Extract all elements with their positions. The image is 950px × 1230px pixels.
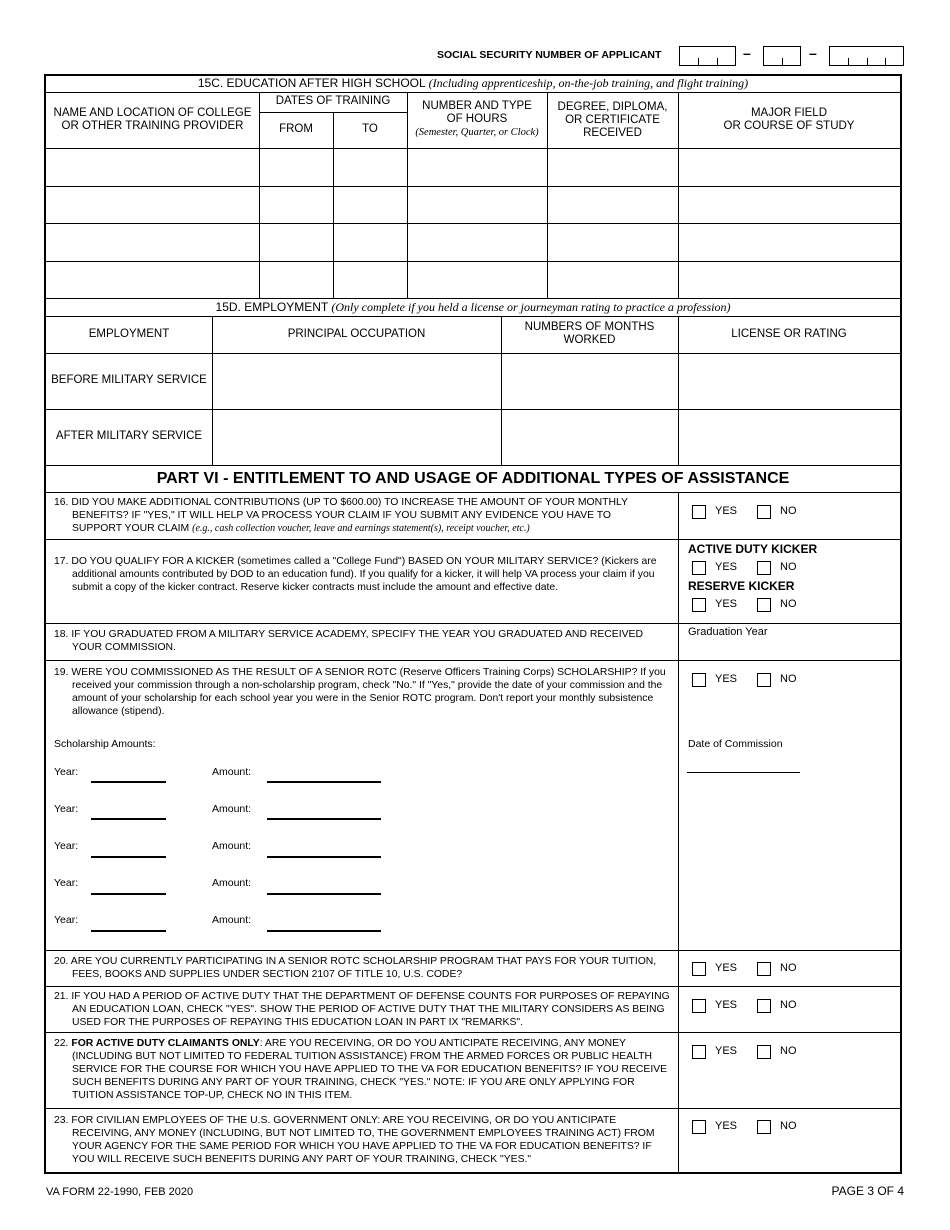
active-duty-kicker-label: ACTIVE DUTY KICKER	[688, 542, 818, 556]
q20-yes-label: YES	[715, 962, 738, 974]
q22-no-checkbox[interactable]	[757, 1045, 771, 1059]
q17-reserve-yes-label: YES	[715, 598, 738, 610]
q17-active-yes-checkbox[interactable]	[692, 561, 706, 575]
q19-yes-checkbox[interactable]	[692, 673, 706, 687]
scholarship-amount-label: Amount:	[212, 877, 252, 889]
q19-no-label: NO	[780, 673, 797, 685]
q21-no-label: NO	[780, 999, 797, 1011]
scholarship-amount-label: Amount:	[212, 766, 252, 778]
q17-active-no-label: NO	[780, 561, 797, 573]
col-employment: EMPLOYMENT	[88, 328, 170, 340]
ssn-dash-1: –	[743, 45, 751, 61]
q17-active-yes-label: YES	[715, 561, 738, 573]
q17-reserve-no-label: NO	[780, 598, 797, 610]
scholarship-year-field[interactable]	[91, 893, 166, 895]
after-military-fields[interactable]	[213, 410, 902, 465]
q19-yes-label: YES	[715, 673, 738, 685]
row-before-military: BEFORE MILITARY SERVICE	[51, 374, 207, 386]
q19-no-checkbox[interactable]	[757, 673, 771, 687]
scholarship-amount-field[interactable]	[267, 893, 381, 895]
scholarship-year-field[interactable]	[91, 781, 166, 783]
graduation-year-label: Graduation Year	[688, 626, 768, 638]
q17-text: 17. DO YOU QUALIFY FOR A KICKER (sometimes called a "College Fund") BASED ON YOUR MILITARY SERVICE? (Kickers are additional amounts contributed by DOD to an education fund). If you qualify for a kicker, it will help VA process your claim if you submit a copy of the kicker contract. Reserve kicker contracts must include the amount and effective date.	[54, 556, 657, 593]
q17-reserve-yes-checkbox[interactable]	[692, 598, 706, 612]
employment-section-title: 15D. EMPLOYMENT (Only complete if you held a license or journeyman rating to practice a profession)	[215, 300, 731, 314]
scholarship-year-label: Year:	[54, 914, 79, 926]
ssn-part-1[interactable]	[679, 46, 736, 66]
page-number: PAGE 3 OF 4	[831, 1184, 904, 1198]
q22-yes-checkbox[interactable]	[692, 1045, 706, 1059]
scholarship-amounts-label: Scholarship Amounts:	[54, 738, 156, 750]
col-dates-training: DATES OF TRAINING	[275, 95, 391, 107]
reserve-kicker-label: RESERVE KICKER	[688, 579, 795, 593]
scholarship-amount-label: Amount:	[212, 840, 252, 852]
scholarship-year-field[interactable]	[91, 856, 166, 858]
ssn-dash-2: –	[809, 45, 817, 61]
q23-text: 23. FOR CIVILIAN EMPLOYEES OF THE U.S. GOVERNMENT ONLY: ARE YOU RECEIVING, OR DO YOU ANTICIPATE RECEIVING, ANY MONEY (INCLUDING, BUT NOT LIMITED TO, THE GOVERNMENT EMPLOYEES TRAINING ACT) FROM YOUR AGENCY FOR THE SAME PERIOD FOR WHICH YOU HAVE APPLIED TO THE VA FOR EDUCATION BENEFITS? IF YOU WILL RECEIVE SUCH BENEFITS DURING ANY PART OF YOUR TRAINING, CHECK "YES."	[54, 1115, 655, 1165]
q16-no-checkbox[interactable]	[757, 505, 771, 519]
q22-no-label: NO	[780, 1045, 797, 1057]
col-principal-occupation: PRINCIPAL OCCUPATION	[287, 328, 426, 340]
col-name-location: NAME AND LOCATION OF COLLEGE OR OTHER TRAINING PROVIDER	[53, 107, 252, 132]
col-license-rating: LICENSE OR RATING	[731, 328, 847, 340]
scholarship-amount-field[interactable]	[267, 856, 381, 858]
ssn-label: SOCIAL SECURITY NUMBER OF APPLICANT	[437, 49, 662, 61]
scholarship-year-field[interactable]	[91, 818, 166, 820]
q17-reserve-no-checkbox[interactable]	[757, 598, 771, 612]
q16-no-label: NO	[780, 505, 797, 517]
form-id: VA FORM 22-1990, FEB 2020	[46, 1186, 194, 1198]
scholarship-year-field[interactable]	[91, 930, 166, 932]
col-major: MAJOR FIELD OR COURSE OF STUDY	[723, 107, 855, 132]
q21-no-checkbox[interactable]	[757, 999, 771, 1013]
q16-yes-checkbox[interactable]	[692, 505, 706, 519]
q20-text: 20. ARE YOU CURRENTLY PARTICIPATING IN A SENIOR ROTC SCHOLARSHIP PROGRAM THAT PAYS FOR YOUR TUITION, FEES, BOOKS AND SUPPLIES UNDER SECTION 2107 OF TITLE 10, U.S. CODE?	[54, 956, 657, 980]
q23-no-label: NO	[780, 1120, 797, 1132]
scholarship-amount-field[interactable]	[267, 930, 381, 932]
q23-no-checkbox[interactable]	[757, 1120, 771, 1134]
q18-text: 18. IF YOU GRADUATED FROM A MILITARY SERVICE ACADEMY, SPECIFY THE YEAR YOU GRADUATED AND RECEIVED YOUR COMMISSION.	[54, 629, 643, 653]
q20-yes-checkbox[interactable]	[692, 962, 706, 976]
col-months-worked: NUMBERS OF MONTHS WORKED	[524, 321, 655, 346]
q20-no-checkbox[interactable]	[757, 962, 771, 976]
date-of-commission-field[interactable]	[687, 772, 800, 773]
education-rows[interactable]	[46, 149, 902, 298]
scholarship-amount-label: Amount:	[212, 803, 252, 815]
col-to: TO	[362, 123, 378, 135]
q19-text: 19. WERE YOU COMMISSIONED AS THE RESULT OF A SENIOR ROTC (Reserve Officers Training Corps) SCHOLARSHIP? If you received your commission through a non-scholarship program, check "No." If "Yes," provide the date of your commission and the amount of your scholarship for each school year you were in the Senior ROTC program. Don't report your monthly subsistence allowance (stipend).	[54, 667, 666, 717]
col-from: FROM	[279, 123, 313, 135]
q21-text: 21. IF YOU HAD A PERIOD OF ACTIVE DUTY THAT THE DEPARTMENT OF DEFENSE COUNTS FOR PURPOSES OF REPAYING AN EDUCATION LOAN, CHECK "YES". SHOW THE PERIOD OF ACTIVE DUTY THAT THE MILITARY CONSIDERS AS BEING USED FOR THE PURPOSES OF REPAYING THIS EDUCATION LOAN IN PART IX "REMARKS".	[54, 991, 670, 1028]
q16-text: 16. DID YOU MAKE ADDITIONAL CONTRIBUTIONS (UP TO $600.00) TO INCREASE THE AMOUNT OF YOUR MONTHLY BENEFITS? IF "YES," IT WILL HELP VA PROCESS YOUR CLAIM IF YOU SUBMIT ANY EVIDENCE YOU HAVE TO SUPPORT YOUR CLAIM (e.g., cash collection voucher, leave and earnings statement(s), receipt voucher, etc.)	[54, 497, 628, 534]
education-section-title: 15C. EDUCATION AFTER HIGH SCHOOL (Including apprenticeship, on-the-job training, and flight training)	[197, 76, 749, 90]
q20-no-label: NO	[780, 962, 797, 974]
q21-yes-label: YES	[715, 999, 738, 1011]
q23-yes-checkbox[interactable]	[692, 1120, 706, 1134]
scholarship-year-label: Year:	[54, 877, 79, 889]
row-after-military: AFTER MILITARY SERVICE	[55, 430, 203, 442]
before-military-fields[interactable]	[213, 354, 902, 409]
part-vi-title: PART VI - ENTITLEMENT TO AND USAGE OF ADDITIONAL TYPES OF ASSISTANCE	[156, 470, 790, 487]
q21-yes-checkbox[interactable]	[692, 999, 706, 1013]
scholarship-amount-field[interactable]	[267, 781, 381, 783]
q22-text: 22. FOR ACTIVE DUTY CLAIMANTS ONLY: ARE YOU RECEIVING, OR DO YOU ANTICIPATE RECEIVING, ANY MONEY (INCLUDING BUT NOT LIMITED TO FEDERAL TUITION ASSISTANCE) FROM THE ARMED FORCES OR PUBLIC HEALTH SERVICE FOR THE COURSE FOR WHICH YOU HAVE APPLIED TO THE VA FOR EDUCATION BENEFITS? IF YOU RECEIVE SUCH BENEFITS DURING ANY PART OF YOUR TRAINING, CHECK "YES." NOTE: IF YOU ARE ONLY APPLYING FOR TUITION ASSISTANCE TOP-UP, CHECK NO IN THIS ITEM.	[54, 1038, 668, 1101]
date-of-commission-label: Date of Commission	[688, 738, 783, 750]
col-hours: NUMBER AND TYPE OF HOURS (Semester, Quarter, or Clock)	[415, 100, 539, 138]
scholarship-year-label: Year:	[54, 803, 79, 815]
q22-yes-label: YES	[715, 1045, 738, 1057]
scholarship-amount-field[interactable]	[267, 818, 381, 820]
scholarship-year-label: Year:	[54, 766, 79, 778]
scholarship-year-label: Year:	[54, 840, 79, 852]
graduation-year-field[interactable]	[680, 640, 900, 658]
col-degree: DEGREE, DIPLOMA, OR CERTIFICATE RECEIVED	[557, 101, 668, 139]
q23-yes-label: YES	[715, 1120, 738, 1132]
scholarship-amount-label: Amount:	[212, 914, 252, 926]
q16-yes-label: YES	[715, 505, 738, 517]
q17-active-no-checkbox[interactable]	[757, 561, 771, 575]
